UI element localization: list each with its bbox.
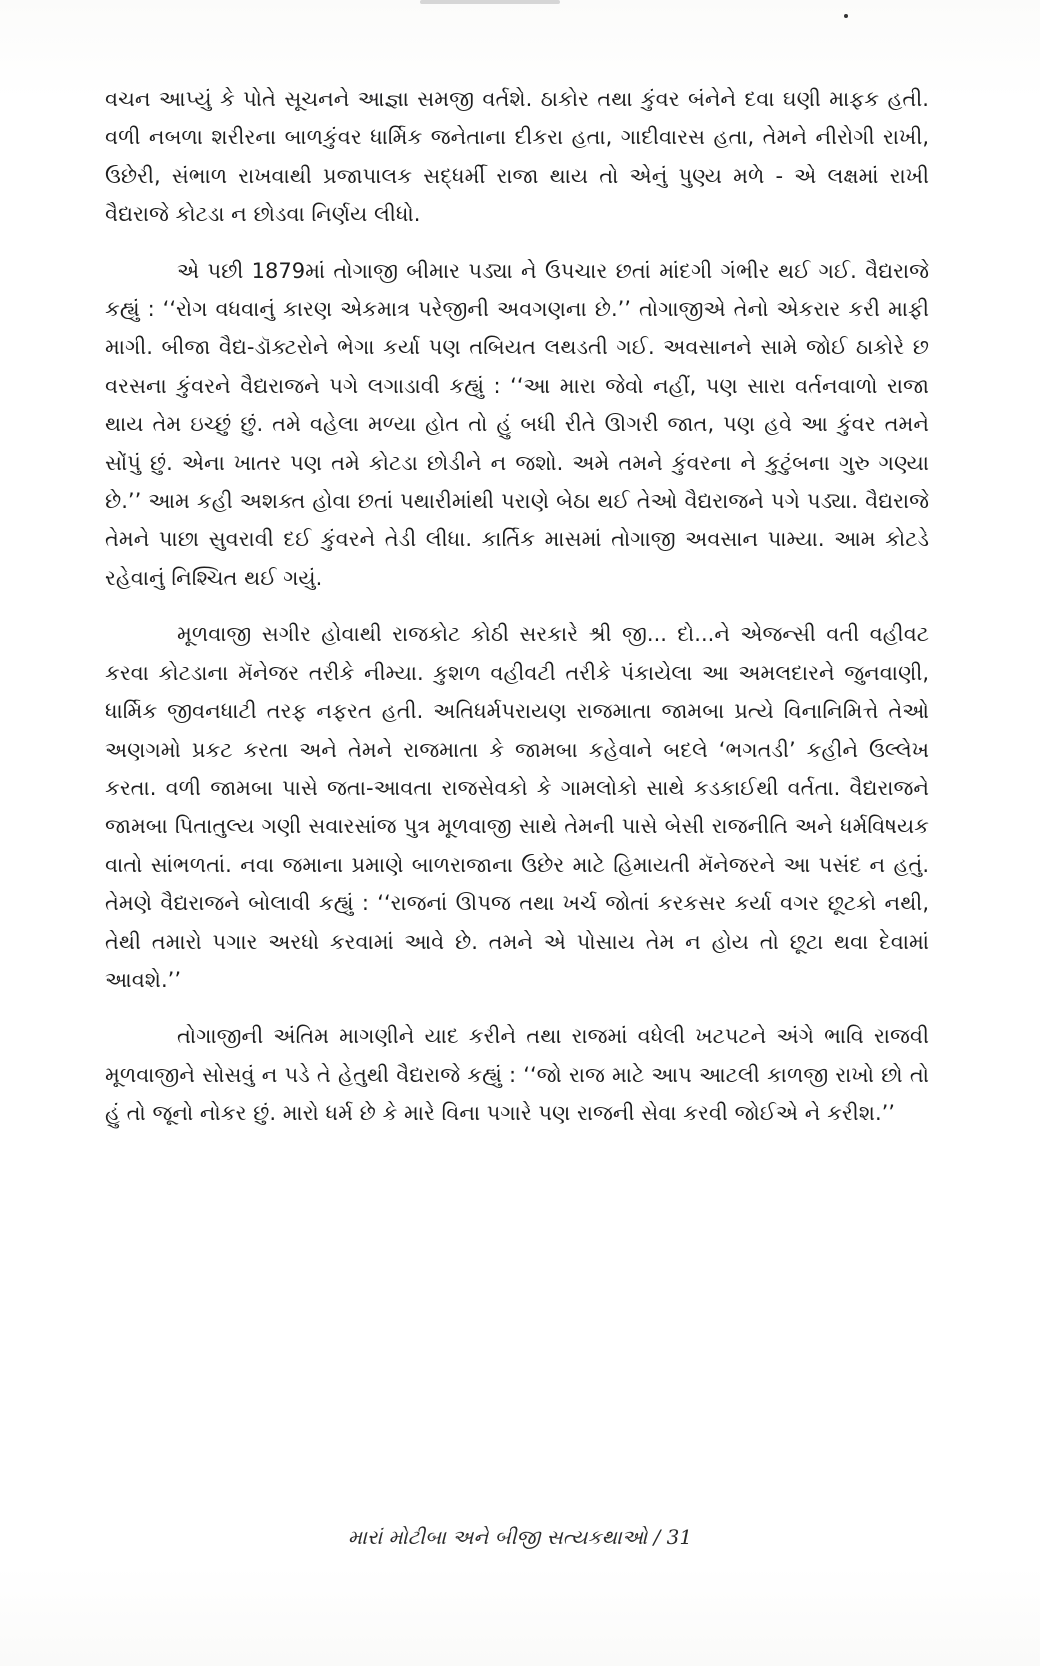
paragraph-gap: [105, 999, 929, 1017]
body-text: [105, 80, 929, 1133]
page-edge-mark: [420, 0, 560, 4]
paragraph-4: તોગાજીની અંતિમ માગણીને યાદ કરીને તથા રાજમાં વધેલી ખટપટને અંગે ભાવિ રાજવી મૂળવાજીને સોસવું ન પડે તે હેતુથી વૈદ્યરાજે કહ્યું : ‘‘જો રાજ માટે આપ આટલી કાળજી રાખો છો તો હું તો જૂનો નોકર છું. મારો ધર્મ છે કે મારે વિના પગારે પણ રાજની સેવા કરવી જોઈએ ને કરીશ.’’: [105, 1024, 929, 1126]
ink-speck: [844, 14, 848, 18]
paragraph-3: મૂળવાજી સગીર હોવાથી રાજકોટ કોઠી સરકારે શ્રી જી... દો...ને એજન્સી વતી વહીવટ કરવા કોટડાના મૅનેજર તરીકે નીમ્યા. કુશળ વહીવટી તરીકે પંકાયેલા આ અમલદારને જુનવાણી, ધાર્મિક જીવનધાટી તરફ નફરત હતી. અતિધર્મપરાયણ રાજમાતા જામબા પ્રત્યે વિનાનિમિત્તે તેઓ અણગમો પ્રકટ કરતા અને તેમને રાજમાતા કે જામબા કહેવાને બદલે ‘ભગતડી’ કહીને ઉલ્લેખ કરતા. વળી જામબા પાસે જતા-આવતા રાજસેવકો કે ગામલોકો સાથે કડકાઈથી વર્તતા. વૈદ્યરાજને જામબા પિતાતુલ્ય ગણી સવારસાંજ પુત્ર મૂળવાજી સાથે તેમની પાસે બેસી રાજનીતિ અને ધર્મવિષયક વાતો સાંભળતાં. નવા જમાના પ્રમાણે બાળરાજાના ઉછેર માટે હિમાયતી મૅનેજરને આ પસંદ ન હતું. તેમણે વૈદ્યરાજને બોલાવી કહ્યું : ‘‘રાજનાં ઊપજ તથા ખર્ચ જોતાં કરકસર કર્યા વગર છૂટકો નથી, તેથી તમારો પગાર અરધો કરવામાં આવે છે. તમને એ પોસાય તેમ ન હોય તો છૂટા થવા દેવામાં આવશે.’’: [105, 622, 929, 992]
paragraph-1: વચન આપ્યું કે પોતે સૂચનને આજ્ઞા સમજી વર્તશે. ઠાકોર તથા કુંવર બંનેને દવા ઘણી માફક હતી. વળી નબળા શરીરના બાળકુંવર ધાર્મિક જનેતાના દીકરા હતા, ગાદીવારસ હતા, તેમને નીરોગી રાખી, ઉછેરી, સંભાળ રાખવાથી પ્રજાપાલક સદ્‌ધર્મી રાજા થાય તો એનું પુણ્ય મળે - એ લક્ષમાં રાખી વૈદ્યરાજે કોટડા ન છોડવા નિર્ણય લીધો.: [105, 87, 929, 227]
paragraph-gap: [105, 597, 929, 615]
paragraph-gap: [105, 234, 929, 252]
paragraph-2: એ પછી 1879માં તોગાજી બીમાર પડ્યા ને ઉપચાર છતાં માંદગી ગંભીર થઈ ગઈ. વૈદ્યરાજે કહ્યું : ‘‘રોગ વધવાનું કારણ એકમાત્ર પરેજીની અવગણના છે.’’ તોગાજીએ તેનો એકરાર કરી માફી માગી. બીજા વૈદ્ય-ડૉક્ટરોને ભેગા કર્યા પણ તબિયત લથડતી ગઈ. અવસાનને સામે જોઈ ઠાકોરે છ વરસના કુંવરને વૈદ્યરાજને પગે લગાડાવી કહ્યું : ‘‘આ મારા જેવો નહીં, પણ સારા વર્તનવાળો રાજા થાય તેમ ઇચ્છું છું. તમે વહેલા મળ્યા હોત તો હું બધી રીતે ઊગરી જાત, પણ હવે આ કુંવર તમને સોંપું છું. એના ખાતર પણ તમે કોટડા છોડીને ન જશો. અમે તમને કુંવરના ને કુટુંબના ગુરુ ગણ્યા છે.’’ આમ કહી અશક્ત હોવા છતાં પથારીમાંથી પરાણે બેઠા થઈ તેઓ વૈદ્યરાજને પગે પડ્યા. વૈદ્યરાજે તેમને પાછા સુવરાવી દઈ કુંવરને તેડી લીધા. કાર્તિક માસમાં તોગાજી અવસાન પામ્યા. આમ કોટડે રહેવાનું નિશ્ચિત થઈ ગયું.: [105, 258, 929, 590]
page-footer: મારાં મોટીબા અને બીજી સત્યકથાઓ / 31: [347, 1525, 693, 1549]
